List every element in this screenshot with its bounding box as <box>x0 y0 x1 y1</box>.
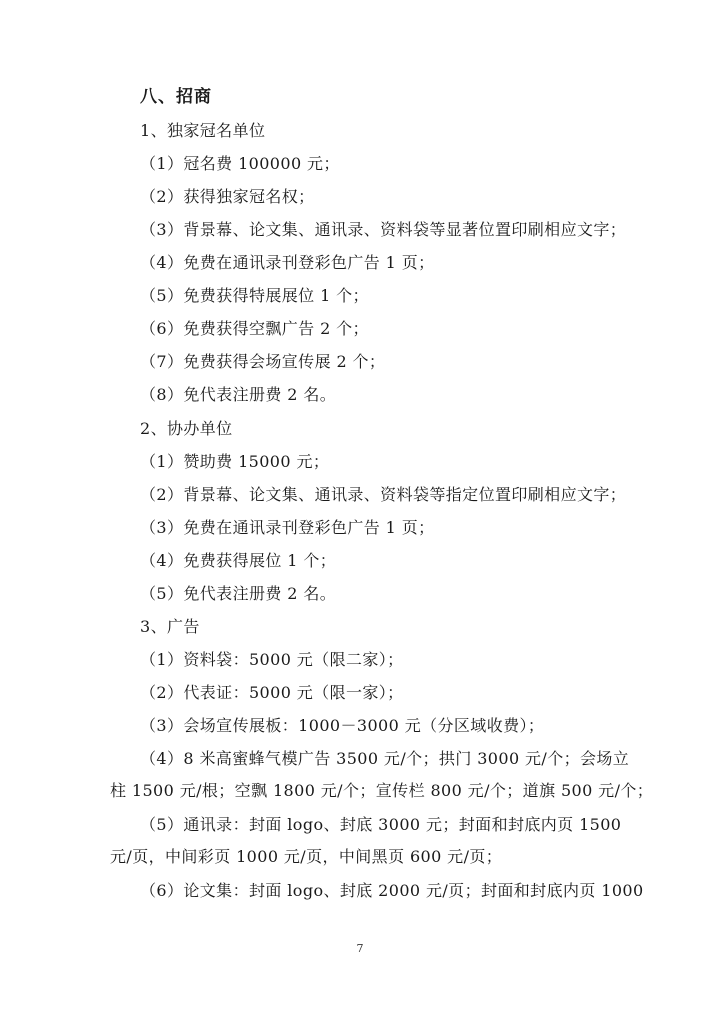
list-item: （3）背景幕、论文集、通讯录、资料袋等显著位置印刷相应文字； <box>140 220 627 239</box>
list-item: （6）免费获得空飘广告 2 个； <box>140 319 369 338</box>
list-item: （4）免费在通讯录刊登彩色广告 1 页； <box>140 253 435 272</box>
subsection-title-sponsor: 1、独家冠名单位 <box>140 121 266 140</box>
list-item: （1）赞助费 15000 元； <box>140 452 330 471</box>
subsection-title-advertising: 3、广告 <box>140 617 200 636</box>
list-item: （6）论文集：封面 logo、封底 2000 元/页；封面和封底内页 1000 <box>140 881 644 900</box>
list-item: （2）获得独家冠名权； <box>140 187 315 206</box>
list-item: （1）资料袋：5000 元（限二家）； <box>140 650 404 669</box>
list-item: （2）背景幕、论文集、通讯录、资料袋等指定位置印刷相应文字； <box>140 485 627 504</box>
list-item: （4）免费获得展位 1 个； <box>140 551 337 570</box>
list-item: （5）免费获得特展展位 1 个； <box>140 286 369 305</box>
list-item: （2）代表证：5000 元（限一家）； <box>140 683 404 702</box>
section-heading: 八、招商 <box>140 87 212 107</box>
list-item-continuation: 柱 1500 元/根；空飘 1800 元/个；宣传栏 800 元/个；道旗 500 元/个； <box>110 781 654 800</box>
list-item: （7）免费获得会场宣传展 2 个； <box>140 352 386 371</box>
list-item: （5）免代表注册费 2 名。 <box>140 584 337 603</box>
list-item: （3）会场宣传展板：1000－3000 元（分区域收费）； <box>140 716 545 735</box>
list-item: （1）冠名费 100000 元； <box>140 154 340 173</box>
list-item: （8）免代表注册费 2 名。 <box>140 385 337 404</box>
list-item: （3）免费在通讯录刊登彩色广告 1 页； <box>140 518 435 537</box>
list-item-continuation: 元/页，中间彩页 1000 元/页，中间黑页 600 元/页； <box>110 847 503 866</box>
page-number: 7 <box>356 942 364 955</box>
list-item: （4）8 米高蜜蜂气模广告 3500 元/个；拱门 3000 元/个；会场立 <box>140 749 630 768</box>
subsection-title-co-organizer: 2、协办单位 <box>140 419 233 438</box>
list-item: （5）通讯录：封面 logo、封底 3000 元；封面和封底内页 1500 <box>140 815 622 834</box>
